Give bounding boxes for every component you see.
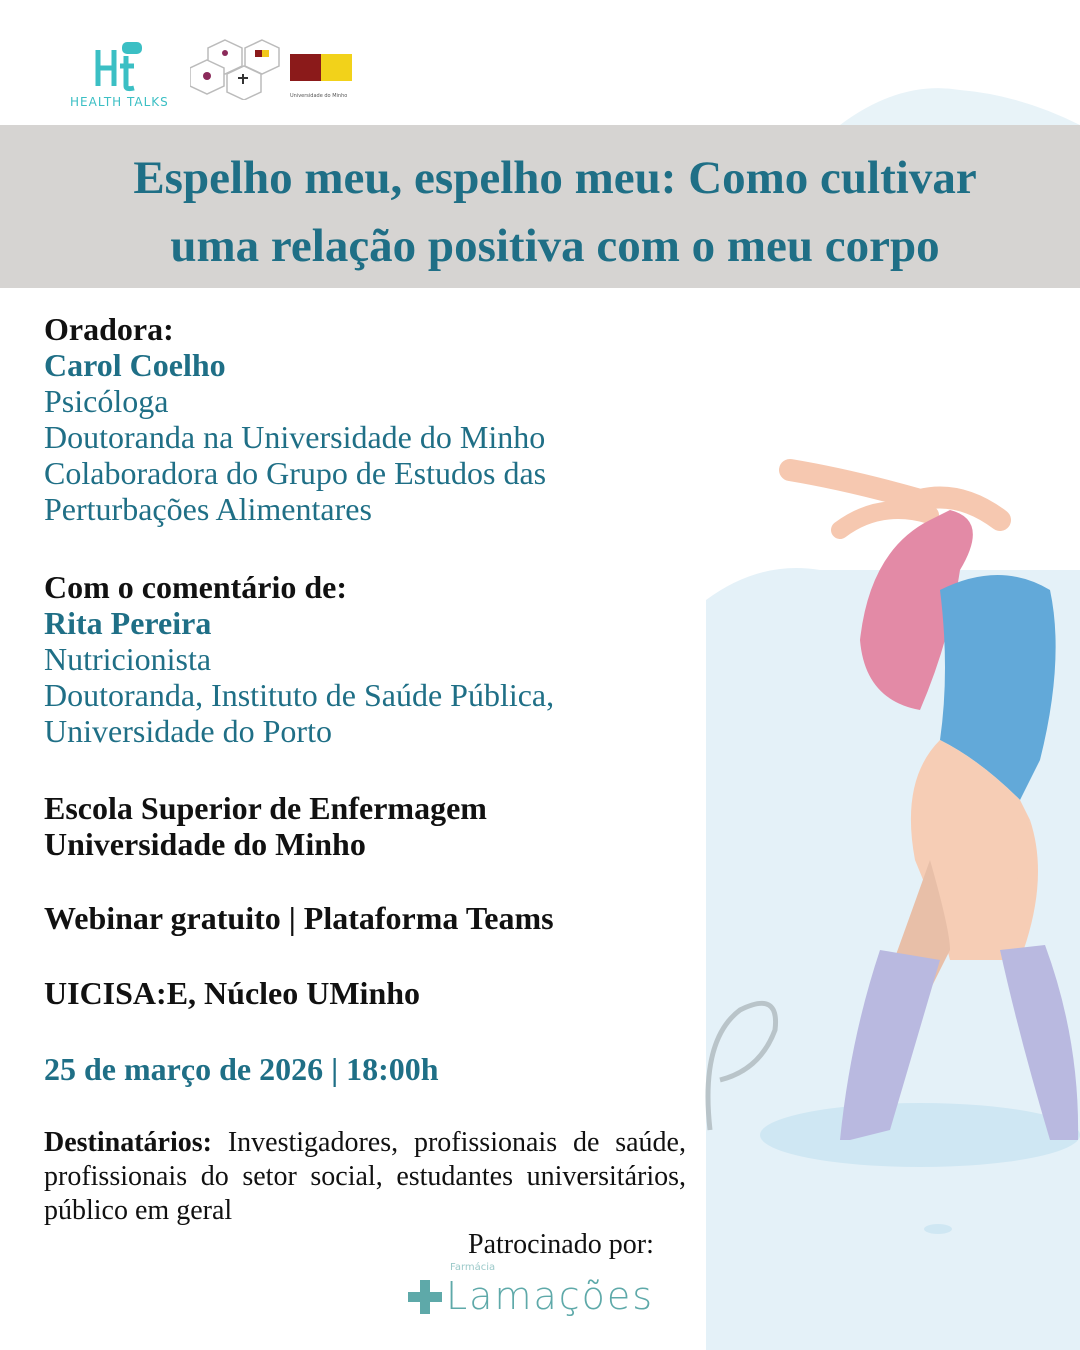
uminho-logo — [290, 54, 352, 99]
audience-text: Investigadores, profissionais de saúde, profissionais do setor social, estudantes universitários, público em geral — [44, 1127, 686, 1226]
pharmacy-cross-icon — [408, 1280, 442, 1319]
school-block — [44, 790, 487, 862]
commentator-role: Nutricionista — [44, 641, 212, 677]
health-talks-logo — [70, 40, 180, 109]
school-line-2: Universidade do Minho — [44, 826, 366, 862]
commentator-affiliation: Doutoranda, Instituto de Saúde Pública, — [44, 677, 555, 713]
woman-illustration — [700, 440, 1080, 1350]
webinar-info: Webinar gratuito | Plataforma Teams — [44, 900, 554, 936]
organizing-unit: UICISA:E, Núcleo UMinho — [44, 975, 421, 1011]
title-line-2: uma relação positiva com o meu corpo — [170, 220, 940, 272]
uminho-red-block — [290, 54, 321, 81]
uminho-yellow-block — [321, 54, 352, 81]
speaker-collab: Colaboradora do Grupo de Estudos das — [44, 455, 547, 491]
commentator-name: Rita Pereira — [44, 605, 212, 641]
commentator-affiliation-cont: Universidade do Porto — [44, 713, 332, 749]
sponsor-brand: Lamações — [446, 1274, 655, 1318]
school-line-1: Escola Superior de Enfermagem — [44, 790, 487, 826]
speaker-name: Carol Coelho — [44, 347, 226, 383]
audience-label: Destinatários: — [44, 1127, 212, 1158]
speaker-section — [44, 311, 546, 527]
partner-logos-hexagons — [190, 38, 285, 100]
speaker-label: Oradora: — [44, 311, 174, 347]
sponsor-label: Patrocinado por: — [468, 1229, 654, 1260]
audience-block — [44, 1126, 686, 1228]
commentator-label: Com o comentário de: — [44, 569, 348, 605]
commentator-section — [44, 569, 554, 749]
speaker-role: Psicóloga — [44, 383, 169, 419]
health-talks-logo-mark — [70, 40, 180, 92]
event-title — [40, 144, 1070, 280]
sponsor-brand-small: Farmácia — [450, 1262, 496, 1273]
event-date: 25 de março de 2026 | 18:00h — [44, 1051, 439, 1087]
uminho-text: Universidade do Minho — [290, 93, 348, 99]
title-line-1: Espelho meu, espelho meu: Como cultivar — [133, 152, 977, 204]
health-talks-text: HEALTH TALKS — [70, 95, 169, 109]
speaker-affiliation: Doutoranda na Universidade do Minho — [44, 419, 546, 455]
speaker-collab-cont: Perturbações Alimentares — [44, 491, 372, 527]
